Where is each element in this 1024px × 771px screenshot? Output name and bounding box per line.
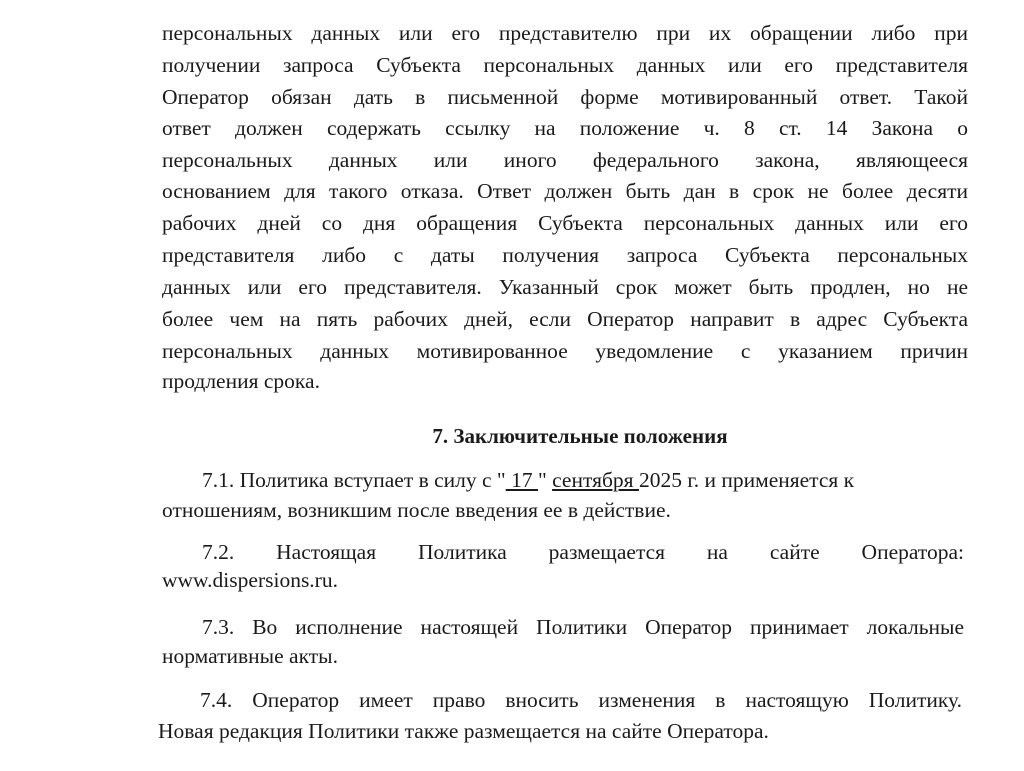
- date-day: 17: [505, 468, 538, 492]
- text: ": [537, 468, 553, 492]
- text: 2025 г. и применяется к: [638, 468, 855, 492]
- clause-7-4: 7.4. Оператор имеет право вносить изменения в настоящую Политику.: [200, 688, 962, 712]
- text-line: получении запроса Субъекта персональных данных или его представителя: [162, 53, 968, 77]
- text-line: данных или его представителя. Указанный срок может быть продлен, но не: [162, 275, 968, 299]
- website-text: www.dispersions.ru.: [162, 568, 338, 592]
- text-line: Оператор обязан дать в письменной форме мотивированный ответ. Такой: [162, 85, 968, 109]
- text-line: представителя либо с даты получения запроса Субъекта персональных: [162, 243, 968, 267]
- text-line: Новая редакция Политики также размещается на сайте Оператора.: [158, 719, 769, 743]
- text-line: отношениям, возникшим после введения ее в действие.: [162, 498, 671, 522]
- text-line: нормативные акты.: [162, 644, 338, 668]
- text-line: продления срока.: [162, 369, 320, 393]
- clause-7-1: [202, 467, 964, 493]
- text-line: ответ должен содержать ссылку на положение ч. 8 ст. 14 Закона о: [162, 116, 968, 140]
- text-line: основанием для такого отказа. Ответ должен быть дан в срок не более десяти: [162, 179, 968, 203]
- text-line: персональных данных или иного федерального закона, являющееся: [162, 148, 968, 172]
- date-month: сентября: [552, 468, 639, 492]
- text: 7.1. Политика вступает в силу с ": [202, 468, 506, 492]
- text-line: рабочих дней со дня обращения Субъекта персональных данных или его: [162, 211, 968, 235]
- text-line: персональных данных мотивированное уведомление с указанием причин: [162, 339, 968, 363]
- text-line: персональных данных или его представителю при их обращении либо при: [162, 21, 968, 45]
- clause-7-2: 7.2. Настоящая Политика размещается на сайте Оператора:: [202, 540, 964, 564]
- clause-7-3: 7.3. Во исполнение настоящей Политики Оператор принимает локальные: [202, 615, 964, 639]
- section-heading: 7. Заключительные положения: [432, 424, 728, 448]
- text-line: более чем на пять рабочих дней, если Оператор направит в адрес Субъекта: [162, 307, 968, 331]
